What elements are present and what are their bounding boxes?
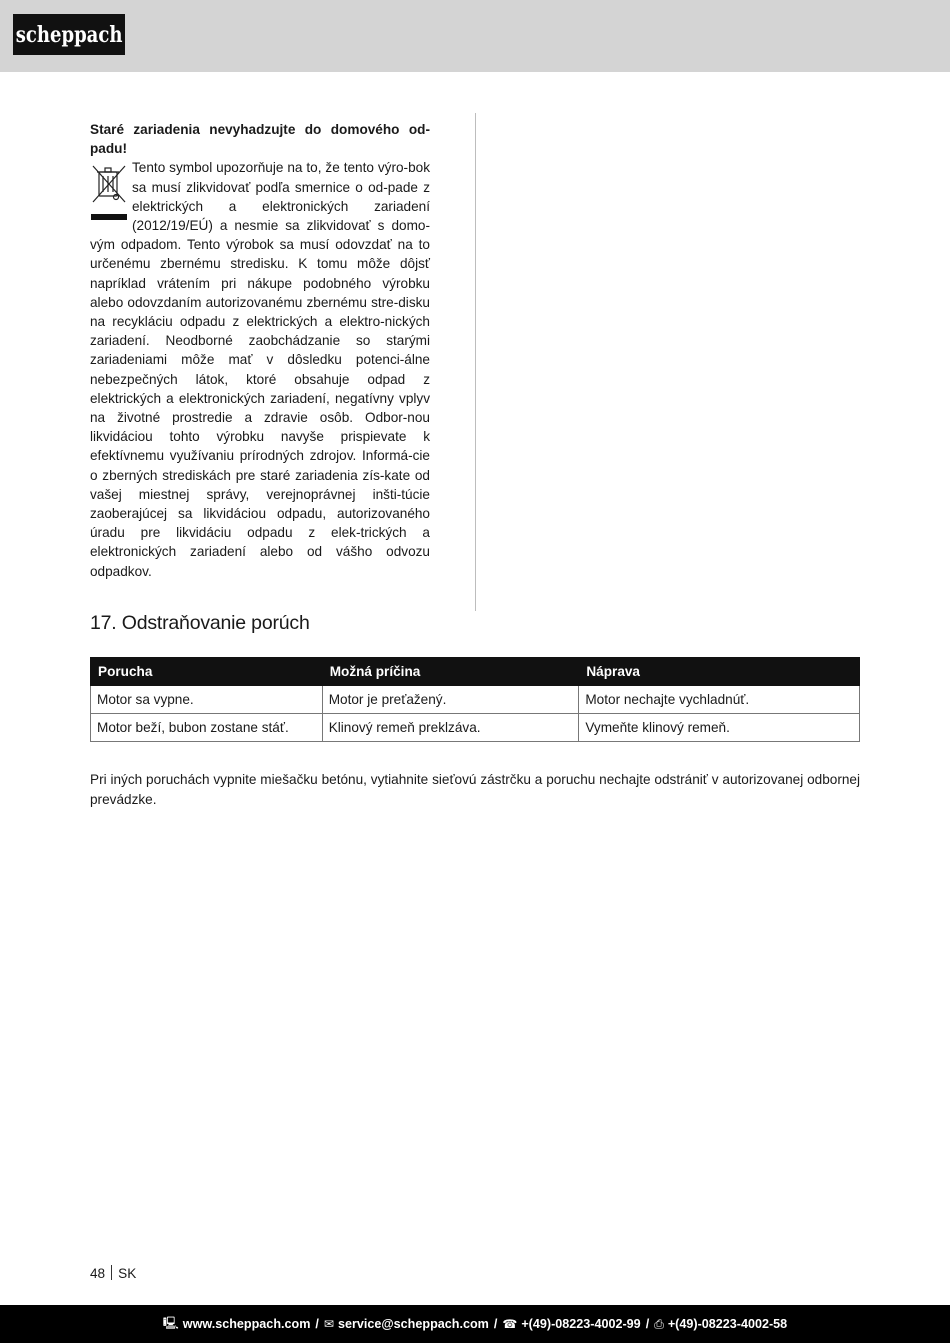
table-cell: Motor nechajte vychladnúť.: [579, 686, 860, 714]
header-remedy: Náprava: [579, 658, 860, 686]
disposal-text: Tento symbol upozorňuje na to, že tento výro-bok sa musí zlikvidovať podľa smernice o od-pade z elektrických a elektronických zariadení (2012/19/EÚ) a nesmie sa zlikvidovať s domo-vým odpadom. Tento výrobok sa musí odovzdať na to určenému zbernému stredisku. K tomu môže dôjsť napríklad vrátením pri nákupe podobného výrobku alebo odovzdaním autorizovanému zbernému stre-disku na recykláciu odpadu z elektrických a elektro-nických zariadení. Neodborné zaobchádzanie so starými zariadeniami môže mať v dôsledku potenci-álne nebezpečných látok, ktoré obsahuje odpad z elektrických a elektronických zariadení, negatívny vplyv na životné prostredie a zdravie osôb. Odbor-nou likvidáciou tohto výrobku navyše prispievate k efektívnemu využívaniu prírodných zdrojov. Informá-cie o zberných strediskách pre staré zariadenia zís-kate od vašej miestnej správy, verejnoprávnej inšti-túcie zaoberajúcej sa likvidáciou odpadu, autorizovaného úradu pre likvidáciu odpadu z elek-trických a elektronických zariadení alebo od vášho odvozu odpadkov.: [90, 160, 430, 579]
table-row: [91, 714, 860, 742]
footer-email[interactable]: service@scheppach.com: [337, 1317, 489, 1331]
page-language: SK: [118, 1266, 137, 1281]
page-number: [90, 1265, 136, 1281]
envelope-icon: ✉: [323, 1317, 334, 1331]
footer-separator: /: [493, 1317, 498, 1331]
page-number-value: 48: [90, 1266, 106, 1281]
disposal-section: [90, 120, 430, 581]
table-cell: Motor je preťažený.: [322, 686, 579, 714]
table-cell: Motor beží, bubon zostane stáť.: [91, 714, 323, 742]
table-row: [91, 686, 860, 714]
table-cell: Vymeňte klinový remeň.: [579, 714, 860, 742]
footer-separator: /: [315, 1317, 319, 1331]
table-cell: Motor sa vypne.: [91, 686, 323, 714]
section-title: 17. Odstraňovanie porúch: [90, 612, 310, 634]
table-cell: Klinový remeň preklzáva.: [322, 714, 579, 742]
footer-fax: +(49)-08223-4002-58: [667, 1317, 788, 1331]
footer-separator: /: [645, 1317, 650, 1331]
troubleshooting-table: [90, 657, 860, 742]
computer-icon: 🖳: [162, 1315, 179, 1330]
telephone-icon: ☎: [502, 1317, 518, 1331]
scheppach-logo: scheppach: [13, 14, 125, 55]
footer-phone: +(49)-08223-4002-99: [521, 1317, 641, 1331]
column-divider: [475, 113, 476, 611]
crossed-out-wheelie-bin-icon: [90, 160, 128, 222]
troubleshooting-note: Pri iných poruchách vypnite miešačku betónu, vytiahnite sieťovú zástrčku a poruchu nechajte odstrániť v autorizovanej odbornej prevádzke.: [90, 772, 860, 807]
footer-website[interactable]: www.scheppach.com: [182, 1317, 311, 1331]
page-footer: [0, 1305, 950, 1343]
table-header-row: [91, 658, 860, 686]
page-header: [0, 0, 950, 72]
header-fault: Porucha: [91, 658, 323, 686]
fax-icon: ⎙: [654, 1316, 664, 1331]
disposal-heading: Staré zariadenia nevyhadzujte do domového od-padu!: [90, 122, 430, 157]
header-cause: Možná príčina: [322, 658, 579, 686]
page-number-separator: [111, 1265, 112, 1280]
